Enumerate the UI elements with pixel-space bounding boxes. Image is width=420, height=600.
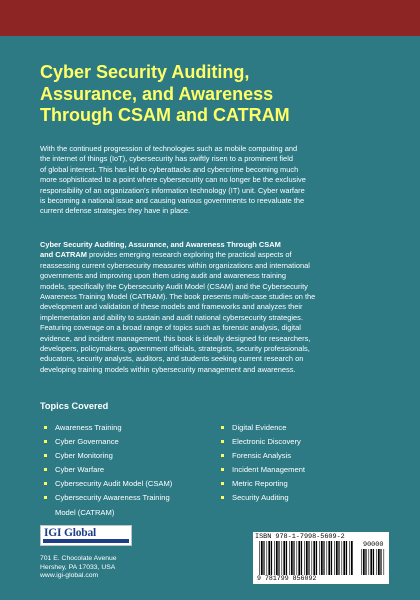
description-line: implementation and ability to sustain and audit national cybersecurity strategies.	[40, 312, 303, 322]
description-line: governments and improving upon them using audit and awareness training	[40, 271, 287, 281]
barcode-bar	[376, 549, 377, 575]
topic-label: Metric Reporting	[232, 479, 288, 489]
barcode-bar	[384, 549, 385, 575]
barcode-bar	[263, 541, 264, 575]
bullet-square-icon	[221, 440, 224, 443]
description-line: evidence, and incident management, this book is ideally designed for researchers,	[40, 333, 311, 343]
bullet-square-icon	[221, 496, 224, 499]
barcode-bar	[259, 541, 260, 575]
bullet-square-icon	[44, 496, 47, 499]
barcode-bar	[306, 541, 308, 575]
barcode-bar	[349, 541, 350, 575]
barcode-bar	[327, 541, 328, 575]
barcode-bar	[338, 541, 339, 575]
barcode-bar	[283, 541, 285, 575]
barcode-bar	[342, 541, 343, 575]
barcode-bar	[361, 549, 362, 575]
barcode-bar	[346, 541, 347, 575]
topic-item	[221, 449, 361, 463]
bullet-square-icon	[221, 426, 224, 429]
barcode-bar	[334, 541, 335, 575]
barcode-bar	[276, 541, 278, 575]
topic-item	[44, 463, 214, 477]
description-line: reassessing current cybersecurity measures within organizations and international	[40, 260, 310, 270]
barcode-bar	[297, 541, 298, 575]
book-title-line: Through CSAM and CATRAM	[40, 105, 290, 125]
intro-line: the internet of things (IoT), cybersecurity has swiftly risen to a prominent field	[40, 154, 293, 164]
intro-line: of global interest. This has led to cyberattacks and cybercrime becoming much	[40, 164, 299, 174]
topic-item	[221, 435, 361, 449]
topic-label: Cybersecurity Awareness Training	[55, 493, 170, 503]
barcode-bar	[282, 541, 283, 575]
book-title	[40, 62, 390, 127]
bullet-square-icon	[221, 454, 224, 457]
intro-line: current defense strategies they have in place.	[40, 206, 191, 216]
barcode-bar	[351, 541, 353, 575]
topic-item	[44, 421, 214, 435]
barcode-bar	[370, 549, 372, 575]
barcode-bar	[308, 541, 309, 575]
barcode-bar	[267, 541, 268, 575]
description-line: educators, security analysts, auditors, and students seeking current research on	[40, 354, 304, 364]
barcode-bar	[365, 549, 366, 575]
bullet-square-icon	[44, 482, 47, 485]
topic-label: Digital Evidence	[232, 423, 287, 432]
topic-item	[221, 491, 361, 505]
topic-item	[221, 421, 361, 435]
book-title-line: Cyber Security Auditing,	[40, 62, 250, 82]
topic-item	[44, 435, 214, 449]
barcode-bar	[301, 541, 302, 575]
bullet-square-icon	[44, 440, 47, 443]
logo-wordmark: IGI Global	[44, 527, 97, 539]
barcode-bar	[291, 541, 293, 575]
intro-line: more sophisticated to a point where cybersecurity can no longer be the exclusive	[40, 175, 306, 185]
topic-label: Electronic Discovery	[232, 437, 301, 447]
topic-label: Cyber Monitoring	[55, 451, 113, 461]
intro-line: responsibility of an organization's information technology (IT) unit. Cyber warfare	[40, 185, 305, 195]
topic-label: Security Auditing	[232, 493, 289, 503]
logo-strip	[43, 539, 129, 543]
bullet-square-icon	[221, 482, 224, 485]
barcode-bar	[293, 541, 294, 575]
barcode-bar	[298, 541, 300, 575]
description-line: models, specifically the Cybersecurity Audit Model (CSAM) and the Cybersecurity	[40, 281, 308, 291]
bullet-square-icon	[44, 454, 47, 457]
bullet-square-icon	[44, 426, 47, 429]
topic-item	[44, 491, 214, 519]
address-line: Hershey, PA 17033, USA	[40, 563, 116, 571]
barcode-bar	[304, 541, 305, 575]
intro-paragraph	[40, 144, 385, 217]
publisher-address	[40, 555, 117, 581]
barcode-bar	[331, 541, 332, 575]
description-text: provides emerging research exploring the practical aspects of	[86, 250, 292, 260]
bullet-square-icon	[221, 468, 224, 471]
barcode-bar	[268, 541, 270, 575]
topic-label: Cyber Governance	[55, 437, 119, 447]
topic-label: Incident Management	[232, 465, 306, 475]
barcode-bar	[286, 541, 287, 575]
topics-list-left	[44, 421, 214, 520]
barcode-bar	[380, 549, 381, 575]
barcode-bar	[363, 549, 365, 575]
description-line: developers, policymakers, government officials, strategists, security professionals,	[40, 344, 310, 354]
topic-label: Cybersecurity Audit Model (CSAM)	[55, 479, 173, 489]
topic-label-continued: Model (CATRAM)	[55, 507, 115, 517]
address-line: 701 E. Chocolate Avenue	[40, 555, 117, 562]
igi-global-logo	[40, 525, 132, 546]
barcode-digits: 9 781799 856092	[257, 575, 317, 582]
description-bold-title: Cyber Security Auditing, Assurance, and Awareness Through CSAM	[40, 240, 281, 249]
barcode-bar	[321, 541, 323, 575]
barcode-bar	[328, 541, 330, 575]
price-code: 90000	[363, 541, 384, 549]
topic-item	[221, 477, 361, 491]
barcode-bar	[278, 541, 279, 575]
barcode-bar	[316, 541, 317, 575]
barcode-bar	[323, 541, 324, 575]
publisher-website: www.igi-global.com	[40, 572, 99, 580]
topics-list-right	[221, 421, 361, 506]
description-bold-title: and CATRAM	[40, 250, 87, 260]
barcode-bar	[378, 549, 380, 575]
topic-label: Cyber Warfare	[55, 465, 105, 475]
book-title-line: Assurance, and Awareness	[40, 83, 274, 104]
topic-item	[44, 477, 214, 491]
description-paragraph	[40, 240, 385, 375]
barcode-bar	[319, 541, 320, 575]
barcode-bar	[261, 541, 263, 575]
description-first-line	[40, 250, 385, 260]
barcode-bar	[274, 541, 275, 575]
barcode-bar	[313, 541, 315, 575]
isbn-number: ISBN 978-1-7998-5609-2	[255, 533, 345, 541]
topic-label: Awareness Training	[55, 423, 122, 432]
intro-line: With the continued progression of technologies such as mobile computing and	[40, 144, 298, 153]
bullet-square-icon	[44, 468, 47, 471]
topics-heading: Topics Covered	[40, 401, 109, 411]
isbn-barcode-box	[253, 532, 389, 584]
topic-item	[44, 449, 214, 463]
topic-label: Forensic Analysis	[232, 451, 292, 461]
description-line: development and validation of these models and frameworks and analyzes their	[40, 302, 303, 312]
top-color-band	[0, 0, 420, 36]
topic-item	[221, 463, 361, 477]
barcode-bar	[343, 541, 345, 575]
barcode-bar	[289, 541, 290, 575]
barcode-bar	[369, 549, 370, 575]
description-line: developing training models within cybersecurity management and awareness.	[40, 364, 296, 374]
barcode-bar	[271, 541, 272, 575]
intro-line: is becoming a national issue and causing various governments to reevaluate the	[40, 196, 305, 206]
description-line: Awareness Training Model (CATRAM). The book presents multi-case studies on the	[40, 292, 316, 302]
barcode-bar	[336, 541, 338, 575]
barcode-bar	[373, 549, 374, 575]
barcode-bar	[312, 541, 313, 575]
description-line: Featuring coverage on a broad range of topics such as forensic analysis, digital	[40, 323, 301, 333]
